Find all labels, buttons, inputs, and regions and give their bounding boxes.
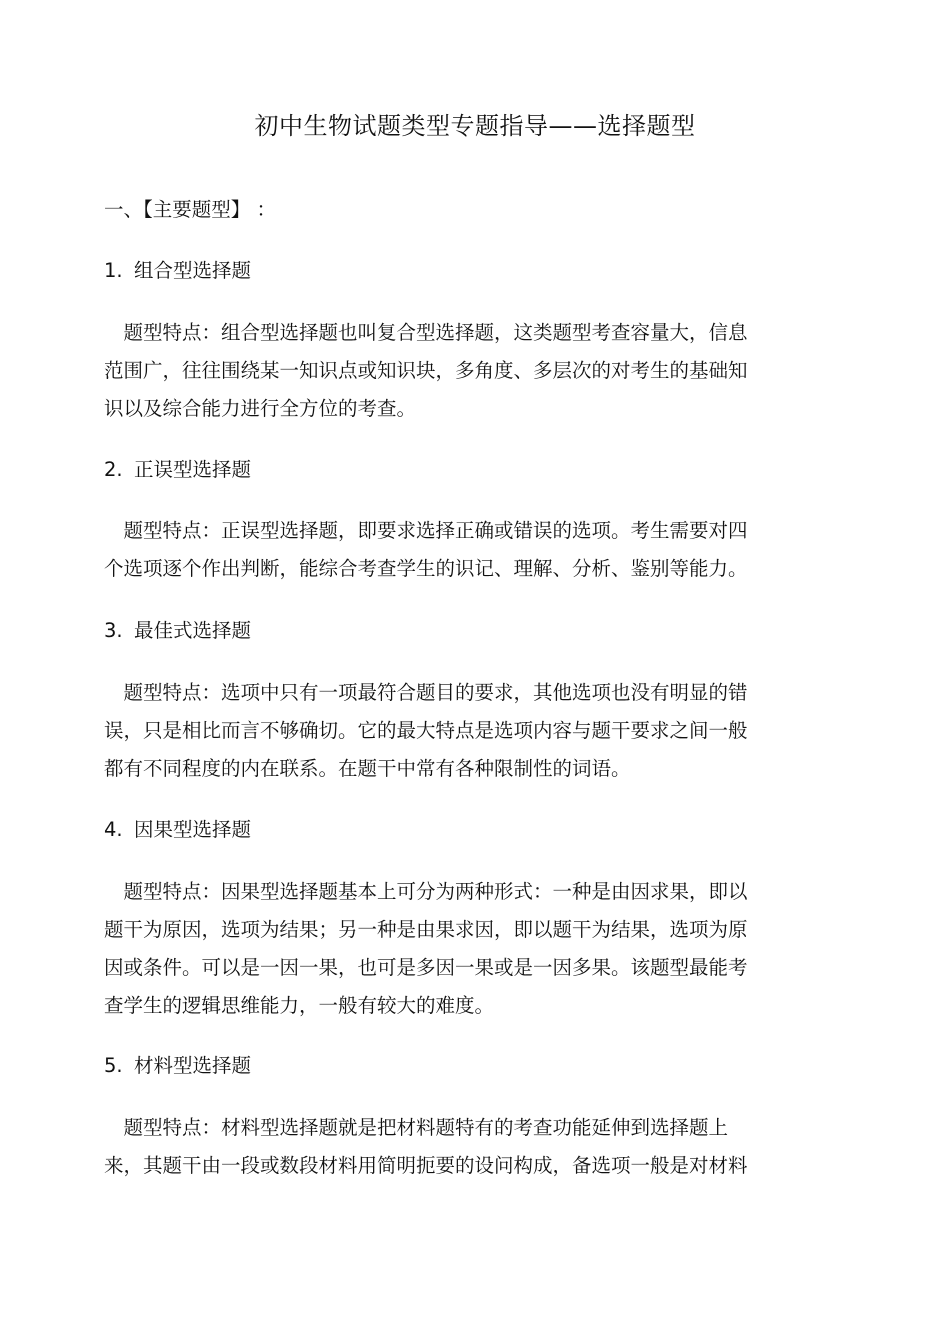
paragraph-line: 题型特点：正误型选择题，即要求选择正确或错误的选项。考生需要对四 xyxy=(104,519,748,542)
item-description xyxy=(104,1109,804,1185)
item-name: 最佳式选择题 xyxy=(134,619,252,642)
item-number: 2. xyxy=(104,458,123,481)
paragraph-line: 题型特点：组合型选择题也叫复合型选择题，这类题型考查容量大，信息 xyxy=(104,321,748,344)
item-description xyxy=(104,674,804,788)
item-number: 4. xyxy=(104,818,123,841)
item-heading xyxy=(104,617,804,645)
item-name: 因果型选择题 xyxy=(134,818,252,841)
item-description xyxy=(104,314,804,428)
paragraph-line: 误，只是相比而言不够确切。它的最大特点是选项内容与题干要求之间一般 xyxy=(104,719,748,742)
section-heading: 一、【主要题型】 ： xyxy=(104,198,276,221)
paragraph-line: 题型特点：因果型选择题基本上可分为两种形式：一种是由因求果，即以 xyxy=(104,880,748,903)
item-description xyxy=(104,873,804,1025)
paragraph-line: 题型特点：选项中只有一项最符合题目的要求，其他选项也没有明显的错 xyxy=(104,681,748,704)
paragraph-line: 题型特点：材料型选择题就是把材料题特有的考查功能延伸到选择题上 xyxy=(104,1116,729,1139)
paragraph-line: 来，其题干由一段或数段材料用简明扼要的设问构成，备选项一般是对材料 xyxy=(104,1154,748,1177)
paragraph-line: 个选项逐个作出判断，能综合考查学生的识记、理解、分析、鉴别等能力。 xyxy=(104,557,748,580)
item-heading xyxy=(104,456,804,484)
item-name: 组合型选择题 xyxy=(134,259,252,282)
item-heading xyxy=(104,816,804,844)
paragraph-line: 查学生的逻辑思维能力，一般有较大的难度。 xyxy=(104,994,495,1017)
item-number: 5. xyxy=(104,1054,123,1077)
item-number: 3. xyxy=(104,619,123,642)
paragraph-line: 题干为原因，选项为结果；另一种是由果求因，即以题干为结果，选项为原 xyxy=(104,918,748,941)
item-heading xyxy=(104,257,804,285)
item-name: 正误型选择题 xyxy=(134,458,252,481)
document-title: 初中生物试题类型专题指导——选择题型 xyxy=(254,112,696,140)
item-name: 材料型选择题 xyxy=(134,1054,252,1077)
paragraph-line: 都有不同程度的内在联系。在题干中常有各种限制性的词语。 xyxy=(104,757,631,780)
item-number: 1. xyxy=(104,259,123,282)
paragraph-line: 范围广，往往围绕某一知识点或知识块，多角度、多层次的对考生的基础知 xyxy=(104,359,748,382)
item-description xyxy=(104,512,804,588)
paragraph-line: 识以及综合能力进行全方位的考查。 xyxy=(104,397,417,420)
item-heading xyxy=(104,1052,804,1080)
paragraph-line: 因或条件。可以是一因一果，也可是多因一果或是一因多果。该题型最能考 xyxy=(104,956,748,979)
